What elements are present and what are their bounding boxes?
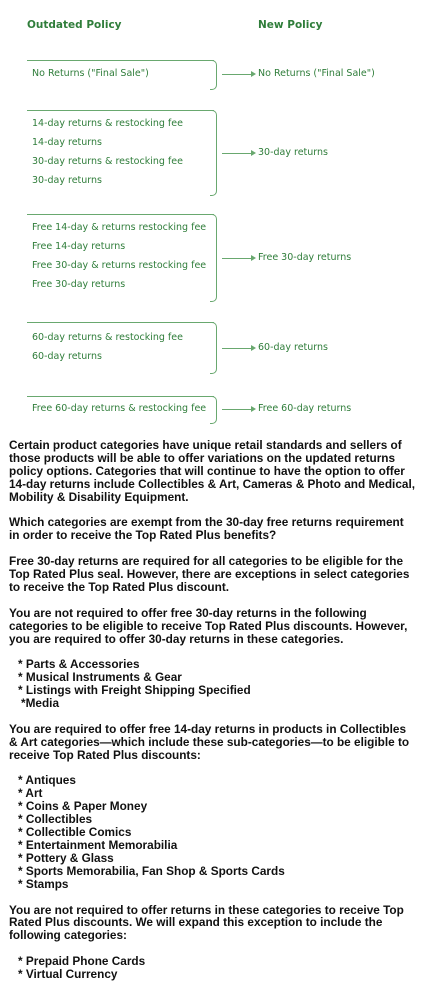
outdated-policy-heading: Outdated Policy [27, 19, 122, 31]
outdated-policy-item: Free 30-day returns [32, 279, 126, 290]
new-policy-heading: New Policy [258, 19, 323, 31]
outdated-policy-item: 14-day returns & restocking fee [32, 118, 183, 129]
list-item: * Listings with Freight Shipping Specified [18, 683, 251, 698]
new-policy-item: 60-day returns [258, 342, 329, 353]
new-policy-item: Free 30-day returns [258, 252, 352, 263]
bracket [210, 214, 217, 302]
new-policy-item: 30-day returns [258, 147, 329, 158]
divider [27, 322, 214, 323]
list-item: * Virtual Currency [18, 967, 118, 982]
list-item: * Collectibles [18, 812, 93, 827]
outdated-policy-item: Free 30-day & returns restocking fee [32, 260, 207, 271]
list-item: * Pottery & Glass [18, 850, 114, 865]
divider [27, 60, 214, 61]
collectibles-category-list [9, 774, 417, 890]
arrow-head-icon [251, 150, 256, 156]
list-item: * Art [18, 786, 43, 801]
divider [27, 110, 214, 111]
arrow-head-icon [251, 406, 256, 412]
outdated-policy-item: No Returns ("Final Sale") [32, 68, 149, 79]
divider [27, 214, 214, 215]
list-item: * Parts & Accessories [18, 657, 140, 672]
arrow [222, 74, 252, 75]
outdated-policy-item: Free 60-day returns & restocking fee [32, 403, 207, 414]
new-policy-item: Free 60-day returns [258, 403, 352, 414]
arrow [222, 409, 252, 410]
outdated-policy-item: 60-day returns & restocking fee [32, 332, 183, 343]
bracket [210, 110, 217, 196]
no-returns-category-list [9, 955, 417, 981]
bracket [210, 60, 217, 90]
outdated-policy-item: 60-day returns [32, 351, 103, 362]
list-item: * Stamps [18, 876, 69, 891]
divider [27, 396, 214, 397]
list-item: * Prepaid Phone Cards [18, 954, 146, 969]
outdated-policy-item: Free 14-day returns [32, 241, 126, 252]
intro-paragraph: Certain product categories have unique retail standards and sellers of those products will be able to offer variations on the updated returns policy options. Categories that will continue to have the option to offer 14-day returns include Collectibles & Art, Cameras & Photo and Medical, Mobility & Disability Equipment. [9, 438, 416, 504]
list-item: *Media [21, 696, 60, 711]
outdated-policy-item: 30-day returns & restocking fee [32, 156, 183, 167]
list-item: * Entertainment Memorabilia [18, 838, 178, 852]
exempt-category-list [9, 658, 417, 710]
arrow-head-icon [251, 71, 256, 77]
policy-diagram [0, 0, 426, 438]
list-item: * Sports Memorabilia, Fan Shop & Sports Cards [18, 863, 285, 878]
exception-paragraph: You are not required to offer free 30-day returns in the following categories to be eligible to receive Top Rated Plus discounts. However, you are required to offer 30-day returns in these categories. [9, 605, 408, 646]
arrow [222, 258, 252, 259]
outdated-policy-item: 14-day returns [32, 137, 103, 148]
list-item: * Antiques [18, 773, 76, 788]
no-returns-paragraph: You are not required to offer returns in these categories to receive Top Rated Plus discounts. We will expand this exception to include the following categories: [9, 902, 404, 943]
bracket [210, 322, 217, 374]
outdated-policy-item: Free 14-day & returns restocking fee [32, 222, 207, 233]
list-item: * Musical Instruments & Gear [18, 670, 182, 685]
new-policy-item: No Returns ("Final Sale") [258, 68, 375, 79]
arrow-head-icon [251, 345, 256, 351]
arrow [222, 153, 252, 154]
question-paragraph: Which categories are exempt from the 30-day free returns requirement in order to receive the Top Rated Plus benefits? [9, 515, 404, 543]
list-item: * Coins & Paper Money [18, 799, 148, 814]
outdated-policy-item: 30-day returns [32, 175, 103, 186]
collectibles-paragraph: You are required to offer free 14-day returns in products in Collectibles & Art categories—which include these sub-categories—to be eligible to receive Top Rated Plus discounts: [9, 721, 410, 762]
arrow-head-icon [251, 255, 256, 261]
arrow [222, 348, 252, 349]
requirement-paragraph: Free 30-day returns are required for all categories to be eligible for the Top Rated Plus seal. However, there are exceptions in select categories to receive the Top Rated Plus discount. [9, 554, 410, 594]
policy-explanation-text [9, 439, 417, 994]
list-item: * Collectible Comics [18, 825, 132, 840]
bracket [210, 396, 217, 424]
